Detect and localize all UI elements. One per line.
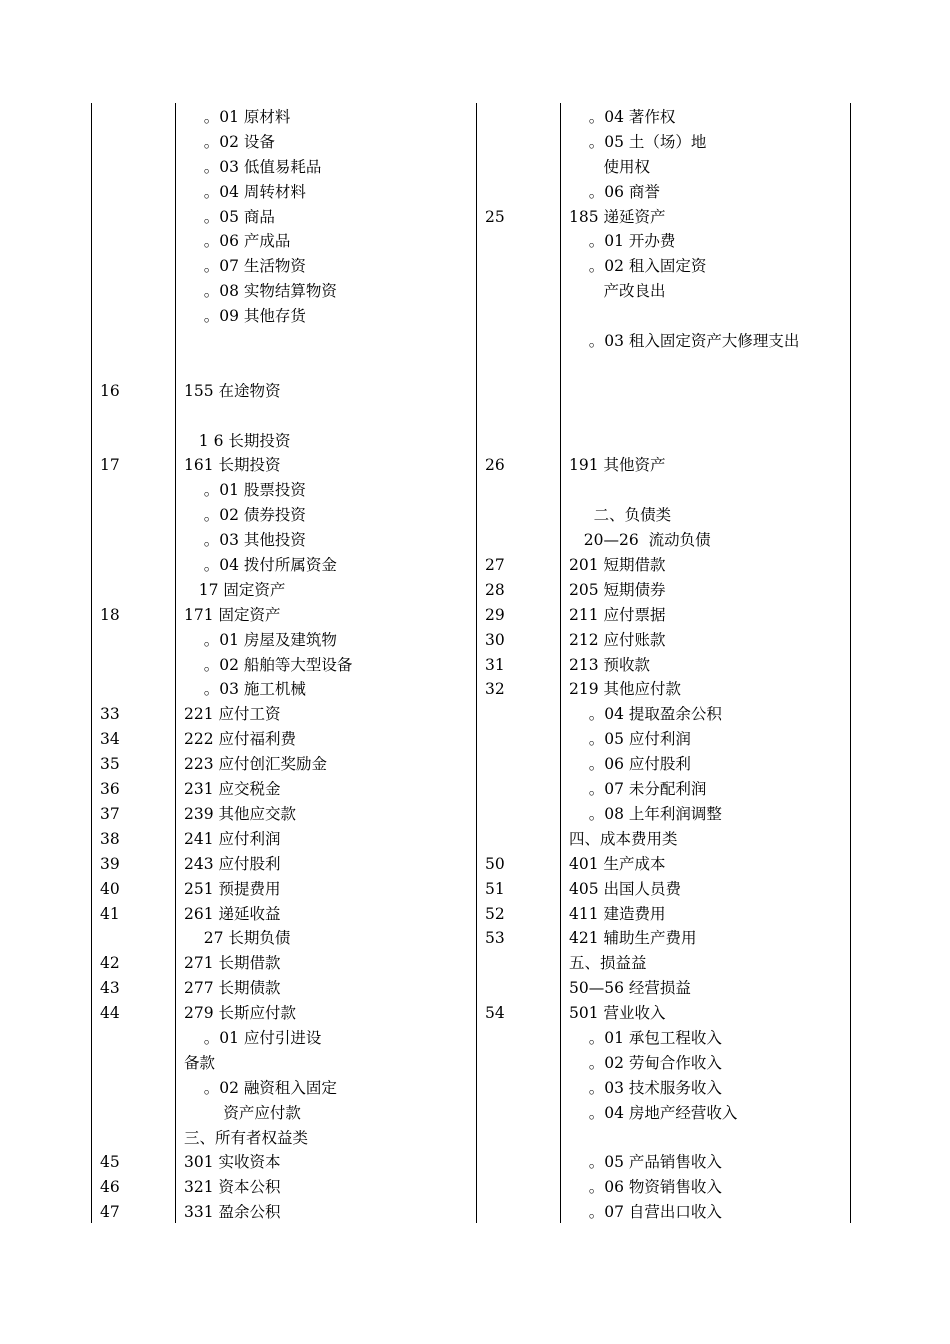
table-cell: 44	[100, 1004, 120, 1023]
table-cell: 213 预收款	[569, 655, 651, 674]
table-cell	[485, 304, 505, 329]
table-cell	[569, 1126, 799, 1151]
table-cell: 。03 租入固定资产大修理支出	[569, 332, 800, 351]
table-cell: 26	[485, 456, 505, 475]
table-cell: 171 固定资产	[184, 605, 281, 624]
table-cell: 四、成本费用类	[569, 829, 678, 848]
table-cell: 。01 房屋及建筑物	[184, 630, 337, 649]
table-cell: 。05 商品	[184, 207, 275, 226]
table-cell	[485, 155, 505, 180]
table-cell	[485, 727, 505, 752]
table-cell	[100, 404, 120, 429]
table-cell: 221 应付工资	[184, 705, 281, 724]
left-account-column	[184, 105, 352, 1225]
table-cell: 。08 上年利润调整	[569, 804, 722, 823]
table-cell: 33	[100, 705, 120, 724]
table-border-mid-right	[560, 103, 561, 1223]
table-cell: 。02 租入固定资	[569, 257, 707, 276]
table-cell: 201 短期借款	[569, 556, 666, 575]
table-cell: 。07 未分配利润	[569, 780, 707, 799]
table-cell: 243 应付股利	[184, 854, 281, 873]
table-cell: 39	[100, 854, 120, 873]
table-cell	[100, 229, 120, 254]
table-cell: 。03 其他投资	[184, 531, 306, 550]
table-cell: 1 6 长期投资	[184, 431, 291, 450]
table-cell: 。01 股票投资	[184, 481, 306, 500]
table-cell	[485, 1101, 505, 1126]
table-cell: 20—26 流动负债	[569, 531, 711, 550]
table-cell: 271 长期借款	[184, 954, 281, 973]
table-cell	[485, 279, 505, 304]
table-cell: 261 递延收益	[184, 904, 281, 923]
table-cell	[100, 528, 120, 553]
table-cell: 211 应付票据	[569, 605, 666, 624]
table-cell: 42	[100, 954, 120, 973]
table-cell	[100, 429, 120, 454]
table-border-center	[476, 103, 477, 1223]
table-cell	[485, 254, 505, 279]
table-cell: 405 出国人员费	[569, 879, 682, 898]
table-cell: 。01 原材料	[184, 108, 291, 126]
table-cell	[485, 951, 505, 976]
table-cell	[100, 1051, 120, 1076]
table-cell	[485, 1175, 505, 1200]
table-cell	[184, 354, 352, 379]
table-cell: 185 递延资产	[569, 207, 666, 226]
table-cell: 279 长斯应付款	[184, 1004, 297, 1023]
table-cell	[100, 478, 120, 503]
table-cell	[485, 404, 505, 429]
table-cell	[485, 105, 505, 130]
table-cell: 。02 融资租入固定	[184, 1078, 337, 1097]
table-cell	[100, 1126, 120, 1151]
table-cell: 301 实收资本	[184, 1153, 281, 1172]
table-cell: 501 营业收入	[569, 1004, 666, 1023]
table-cell: 421 辅助生产费用	[569, 929, 697, 948]
table-cell: 。04 著作权	[569, 108, 676, 126]
table-cell: 。02 设备	[184, 132, 275, 151]
table-cell: 52	[485, 904, 505, 923]
table-cell: 。05 应付利润	[569, 730, 691, 749]
table-cell: 。04 拨付所属资金	[184, 556, 337, 575]
table-cell	[100, 628, 120, 653]
table-cell: 。05 产品销售收入	[569, 1153, 722, 1172]
table-cell	[184, 404, 352, 429]
table-cell	[569, 354, 799, 379]
table-cell	[485, 130, 505, 155]
table-cell	[184, 329, 352, 354]
table-cell	[100, 677, 120, 702]
table-cell	[100, 1101, 120, 1126]
table-cell: 50—56 经营损益	[569, 979, 691, 998]
right-account-column	[569, 105, 799, 1225]
table-cell: 43	[100, 979, 120, 998]
table-cell	[100, 279, 120, 304]
table-cell: 17	[100, 456, 120, 475]
table-cell: 239 其他应交款	[184, 804, 297, 823]
table-cell: 三、所有者权益类	[184, 1128, 309, 1147]
table-cell: 。03 技术服务收入	[569, 1078, 722, 1097]
table-cell	[569, 379, 799, 404]
table-border-right	[850, 103, 851, 1223]
table-cell: 27 长期负债	[184, 929, 291, 948]
table-cell: 。01 应付引进设	[184, 1028, 322, 1047]
table-cell: 。01 开办费	[569, 232, 676, 251]
table-cell	[100, 578, 120, 603]
table-cell: 41	[100, 904, 120, 923]
table-cell	[569, 404, 799, 429]
table-cell: 。07 生活物资	[184, 257, 306, 276]
table-cell: 331 盈余公积	[184, 1203, 281, 1222]
table-cell: 54	[485, 1004, 505, 1023]
table-cell: 50	[485, 854, 505, 873]
table-cell	[100, 926, 120, 951]
table-cell	[485, 802, 505, 827]
table-cell	[100, 1076, 120, 1101]
table-cell	[100, 653, 120, 678]
table-cell	[485, 1051, 505, 1076]
table-cell: 备款	[184, 1053, 216, 1072]
table-cell: 38	[100, 829, 120, 848]
table-cell: 使用权	[569, 157, 650, 176]
table-cell: 29	[485, 605, 505, 624]
table-cell	[485, 180, 505, 205]
table-cell: 222 应付福利费	[184, 730, 297, 749]
table-cell: 。04 房地产经营收入	[569, 1103, 738, 1122]
table-cell: 36	[100, 780, 120, 799]
table-cell: 40	[100, 879, 120, 898]
table-cell: 。04 周转材料	[184, 182, 306, 201]
table-cell: 47	[100, 1203, 120, 1222]
table-cell: 。08 实物结算物资	[184, 282, 337, 301]
table-cell: 。06 产成品	[184, 232, 291, 251]
table-cell	[485, 1126, 505, 1151]
table-cell: 。01 承包工程收入	[569, 1028, 722, 1047]
table-cell: 。02 船舶等大型设备	[184, 655, 353, 674]
table-cell: 。05 土（场）地	[569, 132, 707, 151]
table-cell: 277 长期债款	[184, 979, 281, 998]
table-cell: 。07 自营出口收入	[569, 1203, 722, 1222]
table-cell: 241 应付利润	[184, 829, 281, 848]
table-cell	[485, 429, 505, 454]
table-cell: 。03 施工机械	[184, 680, 306, 699]
table-cell	[485, 478, 505, 503]
table-cell: 321 资本公积	[184, 1178, 281, 1197]
table-cell	[569, 429, 799, 454]
table-cell: 231 应交税金	[184, 780, 281, 799]
table-cell	[100, 1026, 120, 1051]
table-cell: 219 其他应付款	[569, 680, 682, 699]
table-cell	[100, 329, 120, 354]
table-cell: 223 应付创汇奖励金	[184, 755, 328, 774]
table-cell: 二、负债类	[569, 506, 672, 525]
table-cell: 251 预提费用	[184, 879, 281, 898]
table-cell: 212 应付账款	[569, 630, 666, 649]
left-number-column	[100, 105, 120, 1225]
table-cell: 411 建造费用	[569, 904, 666, 923]
table-cell: 51	[485, 879, 505, 898]
table-cell: 191 其他资产	[569, 456, 666, 475]
table-cell: 产改良出	[569, 282, 666, 301]
table-cell	[100, 304, 120, 329]
table-cell: 28	[485, 580, 505, 599]
table-cell	[485, 229, 505, 254]
table-cell: 。09 其他存货	[184, 307, 306, 326]
table-cell	[485, 528, 505, 553]
table-cell	[485, 777, 505, 802]
table-cell: 32	[485, 680, 505, 699]
table-cell: 45	[100, 1153, 120, 1172]
table-cell	[100, 503, 120, 528]
table-cell: 27	[485, 556, 505, 575]
table-cell	[485, 827, 505, 852]
table-cell	[485, 379, 505, 404]
table-cell: 34	[100, 730, 120, 749]
table-cell: 205 短期债券	[569, 580, 666, 599]
table-cell: 37	[100, 804, 120, 823]
table-cell: 35	[100, 755, 120, 774]
table-cell	[485, 1200, 505, 1225]
table-cell: 。06 物资销售收入	[569, 1178, 722, 1197]
table-cell: 18	[100, 605, 120, 624]
table-cell	[485, 976, 505, 1001]
table-cell: 。03 低值易耗品	[184, 157, 322, 176]
table-cell: 30	[485, 630, 505, 649]
table-cell	[485, 1076, 505, 1101]
table-cell	[485, 1150, 505, 1175]
table-border-mid-left	[175, 103, 176, 1223]
table-cell	[100, 180, 120, 205]
table-cell	[100, 105, 120, 130]
table-cell	[485, 329, 505, 354]
table-cell: 17 固定资产	[184, 580, 286, 599]
table-cell	[485, 354, 505, 379]
table-cell: 。06 商誉	[569, 182, 660, 201]
table-cell: 。06 应付股利	[569, 755, 691, 774]
table-cell	[485, 702, 505, 727]
table-cell	[485, 1026, 505, 1051]
table-cell: 资产应付款	[184, 1103, 301, 1122]
table-cell: 。02 债券投资	[184, 506, 306, 525]
table-cell	[569, 478, 799, 503]
table-cell	[100, 205, 120, 230]
table-cell: 155 在途物资	[184, 381, 281, 400]
table-cell	[100, 553, 120, 578]
table-cell	[100, 354, 120, 379]
table-cell: 16	[100, 381, 120, 400]
table-cell	[485, 752, 505, 777]
table-cell: 。04 提取盈余公积	[569, 705, 722, 724]
table-border-left	[91, 103, 92, 1223]
table-cell	[100, 254, 120, 279]
table-cell	[100, 130, 120, 155]
table-cell	[569, 304, 799, 329]
table-cell: 46	[100, 1178, 120, 1197]
table-cell: 161 长期投资	[184, 456, 281, 475]
table-cell	[485, 503, 505, 528]
table-cell: 53	[485, 929, 505, 948]
table-cell: 五、损益益	[569, 954, 647, 973]
table-cell: 401 生产成本	[569, 854, 666, 873]
table-cell: 25	[485, 207, 505, 226]
table-cell: 31	[485, 655, 505, 674]
right-number-column	[485, 105, 505, 1225]
table-cell: 。02 劳甸合作收入	[569, 1053, 722, 1072]
table-cell	[100, 155, 120, 180]
